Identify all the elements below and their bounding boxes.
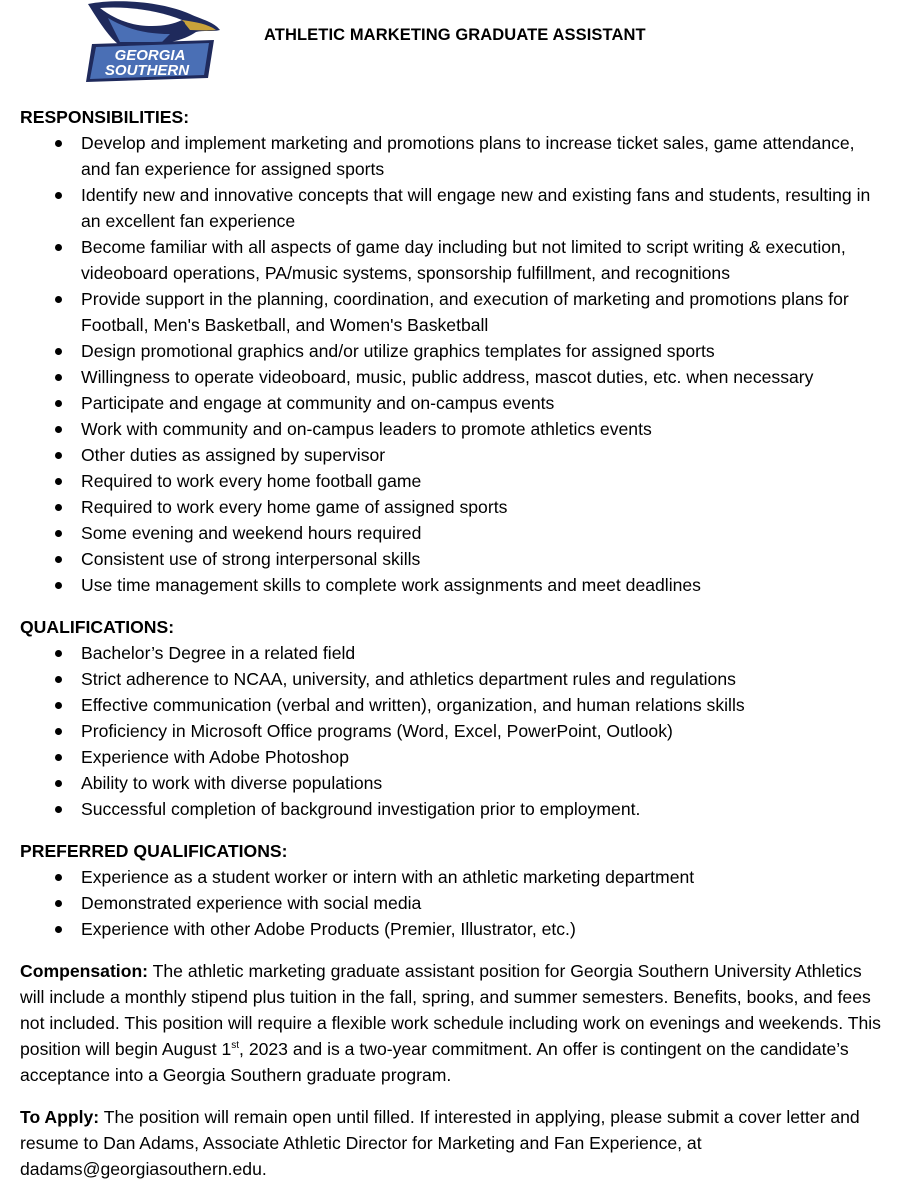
document-body <box>20 104 882 1198</box>
bullet-icon <box>55 900 62 907</box>
list-item: Use time management skills to complete work assignments and meet deadlines <box>20 572 882 598</box>
list-item: Participate and engage at community and on-campus events <box>20 390 882 416</box>
svg-text:GEORGIA: GEORGIA <box>114 47 186 64</box>
bullet-icon <box>55 650 62 657</box>
qualifications-list <box>20 640 882 822</box>
bullet-icon <box>55 478 62 485</box>
document-title: ATHLETIC MARKETING GRADUATE ASSISTANT <box>264 26 646 44</box>
list-item: Demonstrated experience with social media <box>20 890 882 916</box>
bullet-icon <box>55 296 62 303</box>
eagle-icon <box>78 0 228 84</box>
apply-paragraph: To Apply: The position will remain open until filled. If interested in applying, please submit a cover letter and resume to Dan Adams, Associate Athletic Director for Marketing and Fan Experience, at dadams@georgiasouthern.edu. <box>20 1107 860 1179</box>
georgia-southern-logo <box>78 0 228 84</box>
list-item: Effective communication (verbal and written), organization, and human relations skills <box>20 692 882 718</box>
compensation-label: Compensation: <box>20 961 149 981</box>
responsibilities-list <box>20 130 882 598</box>
list-item: Ability to work with diverse populations <box>20 770 882 796</box>
bullet-icon <box>55 582 62 589</box>
bullet-icon <box>55 728 62 735</box>
list-item: Other duties as assigned by supervisor <box>20 442 882 468</box>
bullet-icon <box>55 874 62 881</box>
list-item: Identify new and innovative concepts that will engage new and existing fans and students, resulting in an excellent fan experience <box>20 182 882 234</box>
bullet-icon <box>55 504 62 511</box>
bullet-icon <box>55 244 62 251</box>
bullet-icon <box>55 556 62 563</box>
list-item: Develop and implement marketing and promotions plans to increase ticket sales, game attendance, and fan experience for assigned sports <box>20 130 882 182</box>
list-item: Experience as a student worker or intern with an athletic marketing department <box>20 864 882 890</box>
svg-text:SOUTHERN: SOUTHERN <box>104 62 190 79</box>
bullet-icon <box>55 140 62 147</box>
list-item: Design promotional graphics and/or utilize graphics templates for assigned sports <box>20 338 882 364</box>
list-item: Successful completion of background investigation prior to employment. <box>20 796 882 822</box>
list-item: Provide support in the planning, coordination, and execution of marketing and promotions plans for Football, Men's Basketball, and Women's Basketball <box>20 286 882 338</box>
list-item: Required to work every home football game <box>20 468 882 494</box>
bullet-icon <box>55 780 62 787</box>
list-item: Willingness to operate videoboard, music, public address, mascot duties, etc. when necessary <box>20 364 882 390</box>
list-item: Bachelor’s Degree in a related field <box>20 640 882 666</box>
bullet-icon <box>55 754 62 761</box>
list-item: Work with community and on-campus leaders to promote athletics events <box>20 416 882 442</box>
bullet-icon <box>55 676 62 683</box>
list-item: Consistent use of strong interpersonal skills <box>20 546 882 572</box>
bullet-icon <box>55 192 62 199</box>
preferred-qualifications-heading: PREFERRED QUALIFICATIONS: <box>20 841 288 861</box>
preferred-qualifications-list <box>20 864 882 942</box>
apply-label: To Apply: <box>20 1107 100 1127</box>
bullet-icon <box>55 702 62 709</box>
bullet-icon <box>55 400 62 407</box>
list-item: Some evening and weekend hours required <box>20 520 882 546</box>
qualifications-heading: QUALIFICATIONS: <box>20 617 175 637</box>
bullet-icon <box>55 374 62 381</box>
list-item: Strict adherence to NCAA, university, and athletics department rules and regulations <box>20 666 882 692</box>
bullet-icon <box>55 530 62 537</box>
bullet-icon <box>55 348 62 355</box>
list-item: Experience with other Adobe Products (Premier, Illustrator, etc.) <box>20 916 882 942</box>
list-item: Become familiar with all aspects of game day including but not limited to script writing & execution, videoboard operations, PA/music systems, sponsorship fulfillment, and recognitions <box>20 234 882 286</box>
compensation-paragraph: Compensation: The athletic marketing graduate assistant position for Georgia Southern University Athletics will include a monthly stipend plus tuition in the fall, spring, and summer semesters. Benefits, books, and fees not included. This position will require a flexible work schedule including work on evenings and weekends. This position will begin August 1st, 2023 and is a two-year commitment. An offer is contingent on the candidate’s acceptance into a Georgia Southern graduate program. <box>20 961 881 1085</box>
responsibilities-heading: RESPONSIBILITIES: <box>20 107 190 127</box>
list-item: Required to work every home game of assigned sports <box>20 494 882 520</box>
list-item: Proficiency in Microsoft Office programs (Word, Excel, PowerPoint, Outlook) <box>20 718 882 744</box>
bullet-icon <box>55 926 62 933</box>
bullet-icon <box>55 426 62 433</box>
bullet-icon <box>55 806 62 813</box>
list-item: Experience with Adobe Photoshop <box>20 744 882 770</box>
bullet-icon <box>55 452 62 459</box>
